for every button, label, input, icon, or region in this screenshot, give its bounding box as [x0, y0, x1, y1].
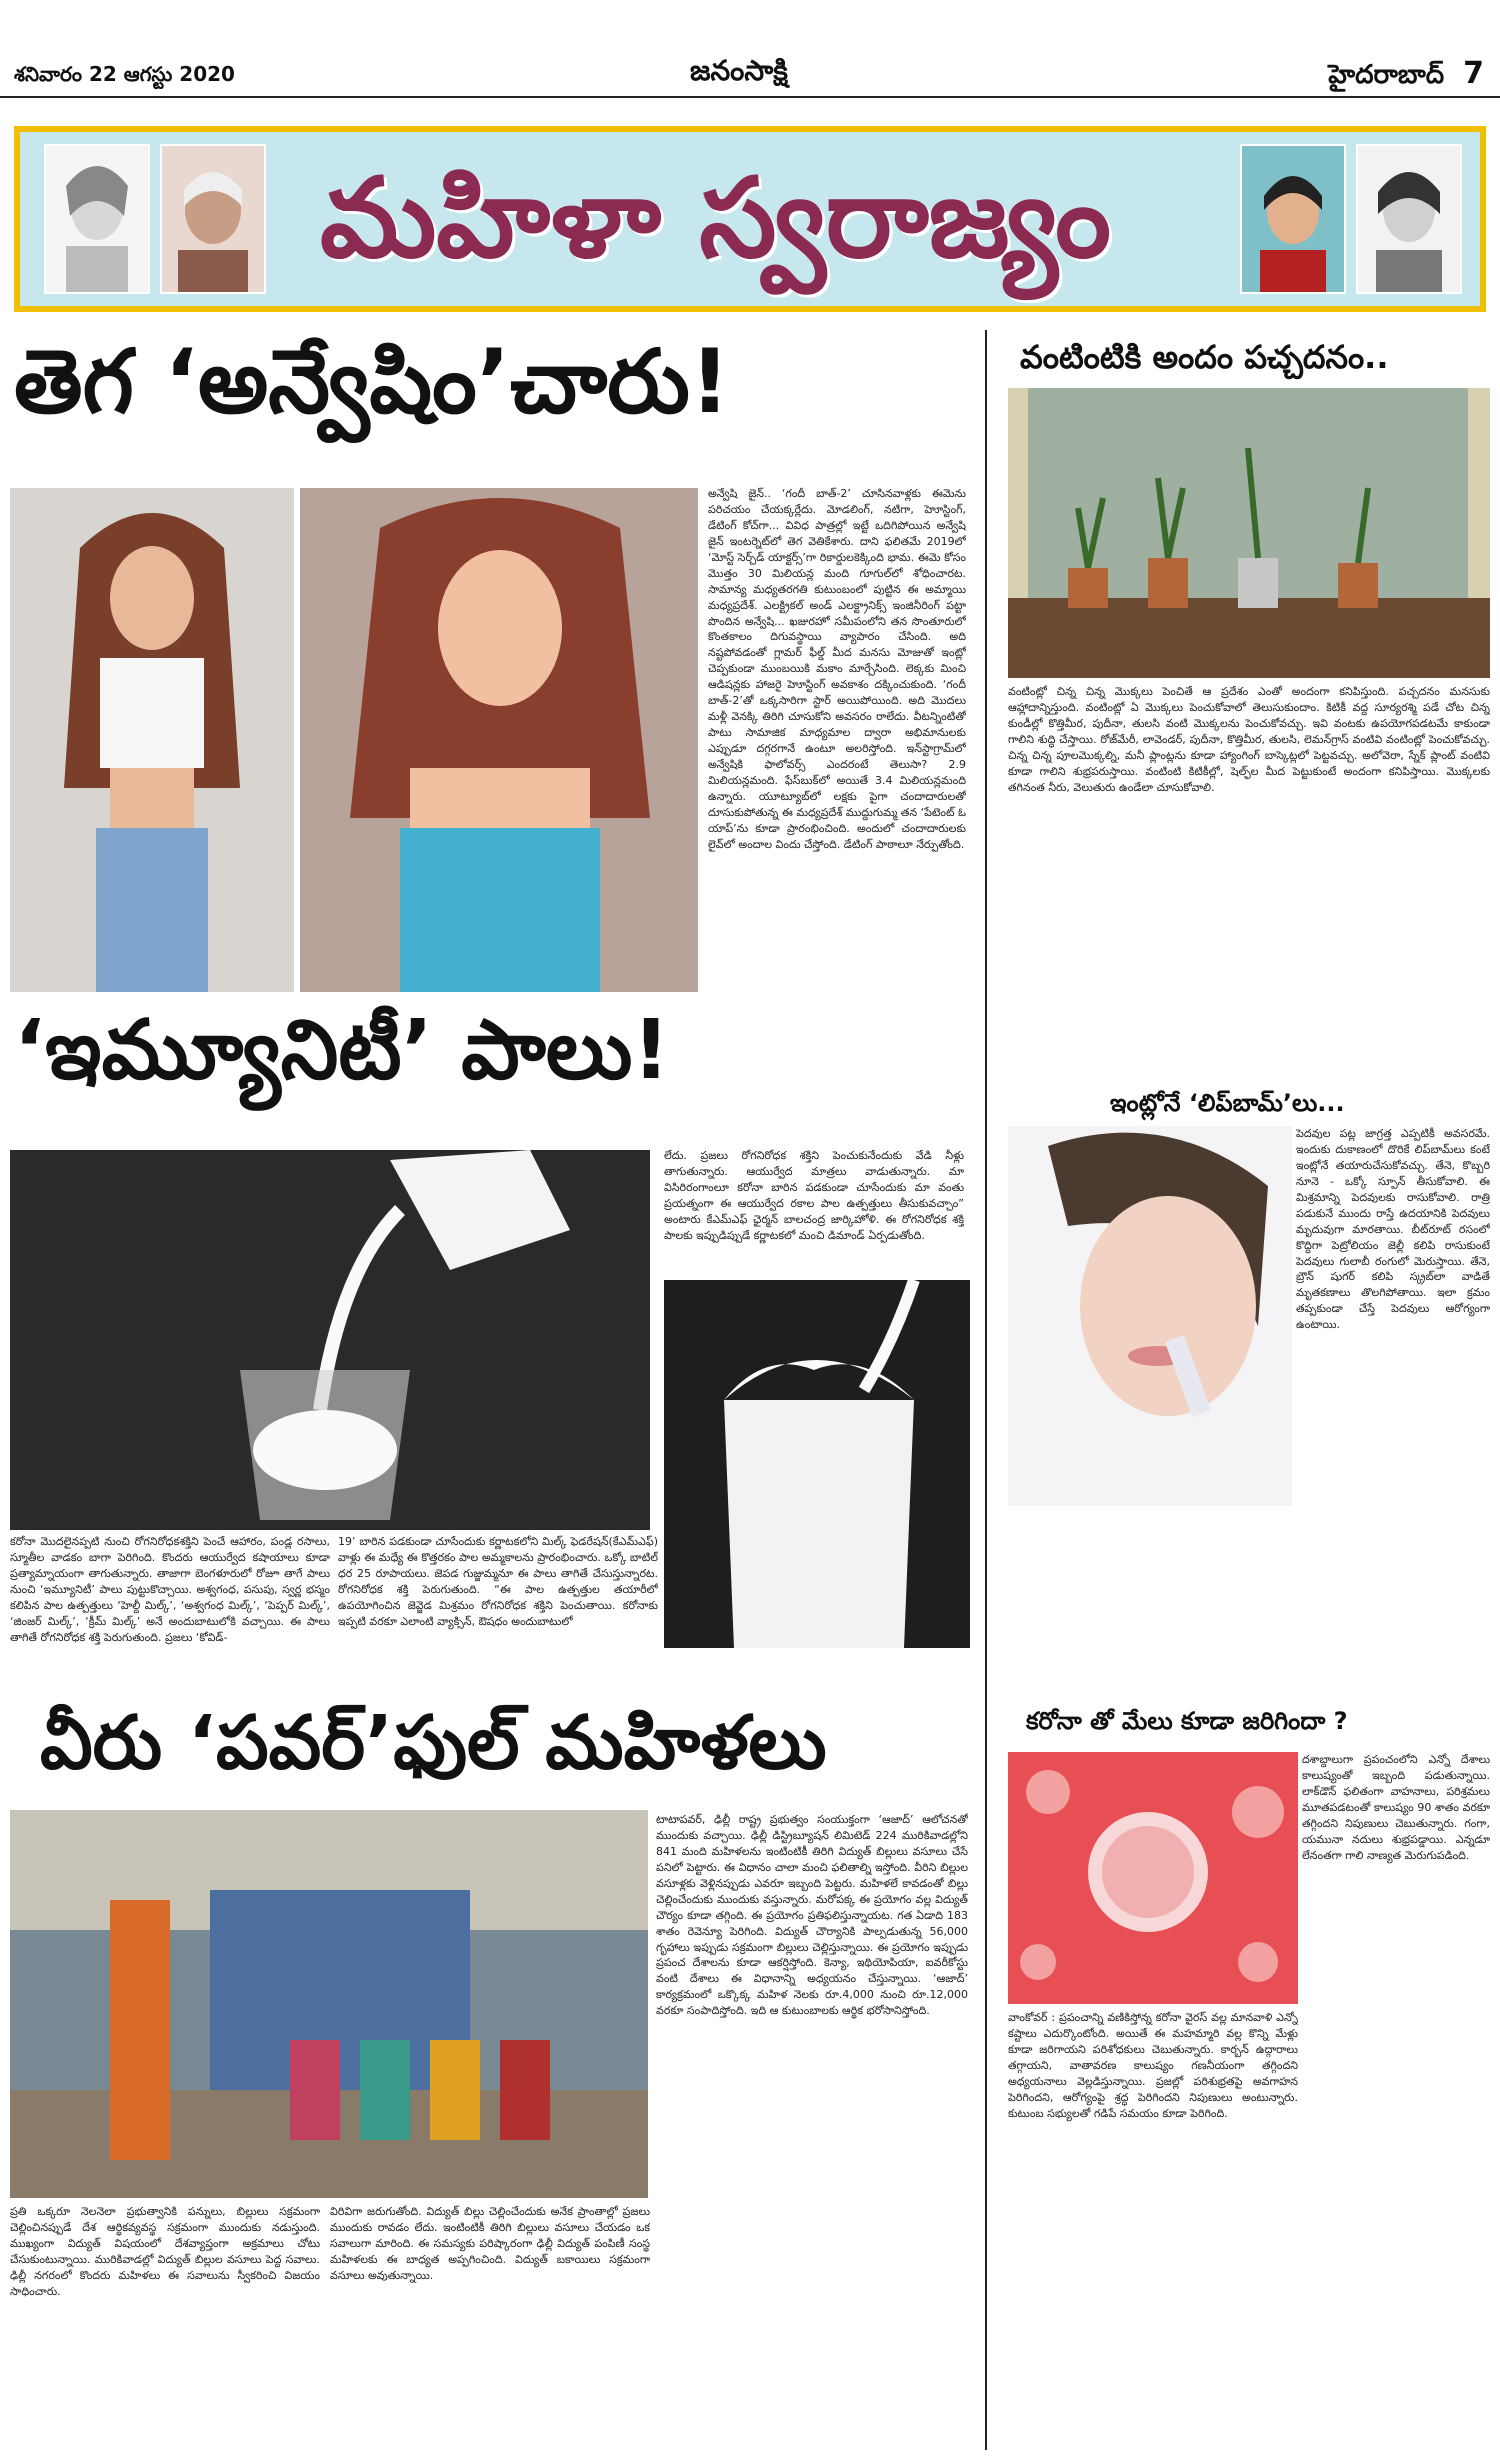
photo-corona-virus — [1008, 1752, 1298, 2004]
date-label: శనివారం 22 ఆగస్టు 2020 — [14, 62, 235, 86]
banner-title: మహిళా స్వరాజ్యం — [320, 154, 1112, 282]
photo-anveshi-2 — [300, 488, 698, 992]
photo-milk-splash — [664, 1280, 970, 1648]
portrait-3 — [1240, 144, 1346, 294]
portrait-2 — [160, 144, 266, 294]
headline-kitchen-greenery: వంటింటికి అందం పచ్చదనం.. — [1020, 338, 1389, 376]
portrait-1 — [44, 144, 150, 294]
city-label: హైదరాబాద్ — [1328, 60, 1445, 90]
headline-power-women: వీరు ‘పవర్’ఫుల్ మహిళలు — [40, 1700, 827, 1786]
masthead: జనంసాక్షి — [690, 54, 788, 87]
page-header — [0, 0, 1500, 98]
article-women-mid-col: విరివిగా జరుగుతోంది. విద్యుత్ బిల్లు చెల్లించేందుకు అనేక ప్రాంతాల్లో ప్రజలు ముందుకు రావడం లేదు. ఇంటింటికీ తిరిగి బిల్లులు వసూలు చేయడం ఒక సవాలుగా మారింది. ఈ సమస్యకు పరిష్కారంగా ఢిల్లీ విద్యుత్ పంపిణీ సంస్థ మహిళలకు ఈ బాధ్యత అప్పగించింది. విద్యుత్ బకాయిలు సక్రమంగా వసూలు అవుతున్నాయి. — [330, 2205, 650, 2282]
article-anveshi-body: అన్వేషి జైన్‌.. ‘గందీ బాత్‌-2’ చూసినవాళ్లకు ఈమెను పరిచయం చేయక్కర్లేదు. మోడలింగ్, నటిగా, హెూస్టింగ్, డేటింగ్ కోచ్‌గా... వివిధ పాత్రల్లో ఇట్టే ఒదిగిపోయిన అన్వేషి జైన్‌ ఇంటర్నెట్‌లో తెగ వెతికేశారు. దాని ఫలితమే 2019లో ‘మోస్ట్ సెర్చ్‌డ్ యాక్టర్స్’గా రికార్డులకెక్కింది భామ. ఈమె కోసం మొత్తం 30 మిలియన్ల మంది గూగుల్‌లో శోధించారట. సామాన్య మధ్యతరగతి కుటుంబంలో పుట్టిన ఈ అమ్మాయి మధ్యప్రదేశ్‌. ఎలక్ట్రికల్ అండ్ ఎలక్ట్రానిక్స్ ఇంజినీరింగ్ పట్టా పొందిన అన్వేషి... ఖజురహో సమీపంలోని తన సొంతూరులో కొంతకాలం దిగువస్థాయి వ్యాపారం చేసింది. అది నష్టపోవడంతో గ్లామర్ ఫీల్డ్ మీద మనసు మోజుతో ఇంట్లో చెప్పకుండా ముంబయికి మకాం మార్చేసింది. లెక్కకు మించి ఆడిషన్లకు హాజరై హెూస్టింగ్ అవకాశం దక్కించుకుంది. ‘గందీ బాత్‌-2’తో ఒక్కసారిగా స్టార్ అయిపోయింది. అది మొదలు మళ్లీ వెనక్కి తిరిగి చూసుకోని అవసరం రాలేదు. వీటన్నింటితో పాటు సామాజిక మాధ్యమాల ద్వారా అభిమానులకు ఎప్పుడూ దగ్గరగానే ఉంటూ అలరిస్తోంది. ఇన్‌స్టాగ్రామ్‌లో అన్వేషికి ఫాలోవర్స్ ఎందరంటే తెలుసా? 2.9 మిలియన్లమంది. ఫేస్‌బుక్‌లో అయితే 3.4 మిలియన్లమంది ఉన్నారు. యూట్యూబ్‌లో లక్షకు పైగా చందాదారులతో దూసుకుపోతున్న ఈ మధ్యప్రదేశ్ ముద్దుగుమ్మ తన ‘పేటెంట్‌ ఓ యాప్‌’ను కూడా ప్రారంభించింది. అందులో చందాదారులకు లైవ్‌లో అందాల విందు చేస్తోంది. డేటింగ్ పాఠాలూ నేర్పుతోంది. — [708, 487, 966, 851]
article-corona-right-col: దశాబ్దాలుగా ప్రపంచంలోని ఎన్నో దేశాలు కాలుష్యంతో ఇబ్బంది పడుతున్నాయి. లాక్‌డౌన్ ఫలితంగా వాహనాలు, పరిశ్రమలు మూతపడటంతో కాలుష్యం 90 శాతం వరకూ తగ్గిందని నిపుణులు చెబుతున్నారు. గంగా, యమునా నదులు శుభ్రపడ్డాయి. ఎన్నడూ లేనంతగా గాలి నాణ్యత మెరుగుపడింది. — [1302, 1753, 1490, 1862]
column-divider — [985, 330, 987, 2450]
page-info — [1328, 56, 1484, 96]
article-lip-balm-body: పెదవుల పట్ల జాగ్రత్త ఎప్పటికీ అవసరమే. ఇందుకు దుకాణంలో దొరికే లిప్‌బామ్‌లు కంటే ఇంట్లోనే తయారుచేసుకోవచ్చు. తేనె, కొబ్బరి నూనె - ఒక్కో స్పూన్ తీసుకోవాలి. ఈ మిశ్రమాన్ని పెదవులకు రాసుకోవాలి. రాత్రి పడుకునే ముందు రాస్తే ఉదయానికి పెదవులు మృదువుగా మారతాయి. బీట్‌రూట్ రసంలో కొద్దిగా పెట్రోలియం జెల్లీ కలిపి రాసుకుంటే పెదవులు గులాబీ రంగులో మెరుస్తాయి. తేనె, బ్రౌన్ షుగర్ కలిపి స్క్రబ్‌లా వాడితే మృతకణాలు తొలగిపోతాయి. ఇలా క్రమం తప్పకుండా చేస్తే పెదవులు ఆరోగ్యంగా ఉంటాయి. — [1296, 1127, 1490, 1332]
headline-immunity-milk: ‘ఇమ్యూనిటీ’ పాలు! — [14, 1003, 670, 1098]
article-milk-left-col: కరోనా మొదలైనప్పటి నుంచి రోగనిరోధకశక్తిని పెంచే ఆహారం, పండ్ల రసాలు, స్మూతీల వాడకం బాగా పెరిగింది. కొందరు ఆయుర్వేద కషాయాలు కూడా ప్రత్యామ్నాయంగా తాగుతున్నారు. తాజాగా బెంగళూరులో రోజూ తాగే పాలు నుంచి ‘ఇమ్యూనిటీ’ పాలు పుట్టుకొచ్చాయి. అశ్వగంధ, పసుపు, స్వర్ణ భస్మం కలిపిన పాల ఉత్పత్తులు ‘హెల్దీ మిల్క్’, ‘అశ్వగంధ మిల్క్’, ‘పెప్పర్ మిల్క్’, ‘జింజర్ మిల్క్’, ‘క్రీమ్ మిల్క్’ అనే అందుబాటులోకి వచ్చాయి. ఈ పాలు తాగితే రోగనిరోధక శక్తి పెరుగుతుంది. ప్రజలు ‘కోవిడ్- — [10, 1535, 330, 1644]
page-number: 7 — [1463, 56, 1484, 91]
headline-anveshi: తెగ ‘అన్వేషిం’చారు! — [14, 330, 730, 433]
article-kitchen-body: వంటింట్లో చిన్న చిన్న మొక్కలు పెంచితే ఆ ప్రదేశం ఎంతో అందంగా కనిపిస్తుంది. పచ్చదనం మనసుకు ఆహ్లాదాన్నిస్తుంది. వంటింట్లో ఏ మొక్కలు పెంచుకోవాలో తెలుసుకుందాం. కిటికీ వద్ద సూర్యరశ్మి పడే చోట చిన్న కుండీల్లో కొత్తిమీర, పుదీనా, తులసి వంటి మొక్కలను పెంచుకోవచ్చు. ఇవి వంటకు ఉపయోగపడటమే కాకుండా గాలిని శుద్ధి చేస్తాయి. రోజ్‌మేరీ, లావెండర్, పుదీనా, కొత్తిమీర, తులసి, లెమన్‌గ్రాస్ వంటివి వంటింట్లో పెంచుకోవచ్చు. చిన్న చిన్న పూలమొక్కల్ని, మనీ ప్లాంట్లను కూడా హ్యాంగింగ్ బాస్కెట్లలో పెట్టవచ్చు. అలోవెరా, స్నేక్ ప్లాంట్ వంటివి కూడా గాలిని శుభ్రపరుస్తాయి. వంటింటి కిటికీల్లో, షెల్ఫ్‌ల మీద పెట్టుకుంటే అందంగా కనిపిస్తాయి. మొక్కలకు తగినంత నీరు, వెలుతురు ఉండేలా చూసుకోవాలి. — [1008, 685, 1490, 794]
article-corona-left-col: వాంకోవర్ : ప్రపంచాన్ని వణికిస్తోన్న కరోనా వైరస్ వల్ల మానవాళి ఎన్నో కష్టాలు ఎదుర్కొంటోంది. అయితే ఈ మహమ్మారి వల్ల కొన్ని మేళ్లు కూడా జరిగాయని పరిశోధకులు చెబుతున్నారు. కార్బన్ ఉద్గారాలు తగ్గాయని, వాతావరణ కాలుష్యం గణనీయంగా తగ్గిందని అధ్యయనాలు వెల్లడిస్తున్నాయి. ప్రజల్లో పరిశుభ్రతపై అవగాహన పెరిగిందని, ఆరోగ్యంపై శ్రద్ధ పెరిగిందని నిపుణులు అంటున్నారు. కుటుంబ సభ్యులతో గడిపే సమయం కూడా పెరిగింది. — [1008, 2011, 1298, 2120]
article-milk-mid-col: 19’ బారిన పడకుండా చూసేందుకు కర్ణాటకలోని మిల్క్ ఫెడరేషన్(కేఎమ్‌ఎఫ్) వాళ్లు ఈ మధ్యే ఈ కొత్తరకం పాల అమ్మకాలను ప్రారంభించారు. ఒక్కో బాటిల్ ధర 25 రూపాయలు. జెపడ గుజ్జుమ్మనూ ఈ పాలు తాగితే చేసుస్తున్నారట. రోగనిరోధక శక్తి పెరుగుతుంది. “ఈ పాల ఉత్పత్తుల తయారీలో ఉపయోగించిన జెవ్జెడ మిశ్రమం రోగనిరోధక శక్తిని పెంచుతాయి. కరోనాకు ఇప్పటి వరకూ ఎలాంటి వ్యాక్సిన్, ఔషధం అందుబాటులో — [338, 1535, 658, 1628]
portrait-4 — [1356, 144, 1462, 294]
headline-corona-benefit: కరోనా తో మేలు కూడా జరిగిందా ? — [1026, 1707, 1348, 1735]
photo-milk-glass — [10, 1150, 650, 1530]
article-women-left-col: ప్రతి ఒక్కరూ నెలనెలా ప్రభుత్వానికి పన్నులు, బిల్లులు సక్రమంగా చెల్లించినప్పుడే దేశ ఆర్థికవ్యవస్థ సక్రమంగా ముందుకు నడుస్తుంది. ముఖ్యంగా విద్యుత్ విషయంలో దేశవ్యాప్తంగా అక్రమాలు చోటు చేసుకుంటున్నాయి. మురికివాడల్లో విద్యుత్ బిల్లుల వసూలు పెద్ద సవాలు. ఢిల్లీ నగరంలో కొందరు మహిళలు ఈ సవాలును స్వీకరించి విజయం సాధించారు. — [10, 2205, 320, 2298]
photo-women-group — [10, 1810, 648, 2198]
photo-kitchen-plants — [1008, 388, 1490, 678]
article-milk-right-col: లేదు. ప్రజలు రోగనిరోధక శక్తిని పెంచుకునేందుకు వేడి నీళ్లు తాగుతున్నారు. ఆయుర్వేద మాత్రలు వాడుతున్నారు. మా విసిరిరంగాంలూ కరోనా బారిన పడకుండా చూసేందుకు మా వంతు ప్రయత్నంగా ఈ ఆయుర్వేద రకాల పాల ఉత్పత్తులు తీసుకువచ్చాం” అంటారు కేఎమ్‌ఎఫ్ ఛైర్మన్ బాలచంద్ర జార్కిహోళి. ఈ రోగనిరోధక శక్తి పాలకు ఇప్పుడిప్పుడే కర్ణాటకలో మంచి డిమాండ్ ఏర్పడుతోంది. — [664, 1149, 964, 1242]
article-women-right-col: టాటాపవర్, ఢిల్లీ రాష్ట్ర ప్రభుత్వం సంయుక్తంగా ‘ఆజాద్’ ఆలోచనతో ముందుకు వచ్చాయి. ఢిల్లీ డిస్ట్రిబ్యూషన్ లిమిటెడ్ 224 మురికివాడల్లోని 841 మంది మహిళలను ఇంటింటికీ తిరిగి విద్యుత్ బిల్లులు వసూలు చేసే పనిలో పెట్టారు. ఈ విధానం చాలా మంచి ఫలితాల్ని ఇస్తోంది. వీరిని బిల్లుల వసూళ్లకు వెళ్లినప్పుడు ఎవరూ ఇబ్బంది పెట్టరు. మహిళలే కావడంతో బిల్లు చెల్లించేందుకు ముందుకు వస్తున్నారు. మరోపక్క ఈ ప్రయోగం వల్ల విద్యుత్ చౌర్యం కూడా తగ్గింది. ఈ ప్రయోగం ప్రతిఫలిస్తున్నాయట. గత ఏడాది 183 శాతం రెవెన్యూ పెరిగింది. విద్యుత్ చౌర్యానికి పాల్పడుతున్న 56,000 గృహాలు ఇప్పుడు సక్రమంగా బిల్లులు చెల్లిస్తున్నాయి. ఈ ప్రయోగం ఇప్పుడు ప్రపంచ దేశాలను కూడా ఆకర్షిస్తోంది. కెన్యా, ఇథియోపియా, ఐవరీకోస్టు వంటి దేశాలు ఈ విధానాన్ని అధ్యయనం చేస్తున్నాయి. ‘ఆజాద్’ కార్యక్రమంలో ఒక్కొక్క మహిళ నెలకు రూ.4,000 నుంచి రూ.12,000 వరకూ సంపాదిస్తోంది. ఇది ఆ కుటుంబాలకు ఆర్థిక భరోసానిస్తోంది. — [656, 1813, 968, 2018]
headline-lip-balm: ఇంట్లోనే ‘లిప్‌బామ్’లు... — [1110, 1089, 1345, 1117]
section-banner — [14, 126, 1486, 312]
photo-lip-balm — [1008, 1126, 1292, 1506]
photo-anveshi-1 — [10, 488, 294, 992]
